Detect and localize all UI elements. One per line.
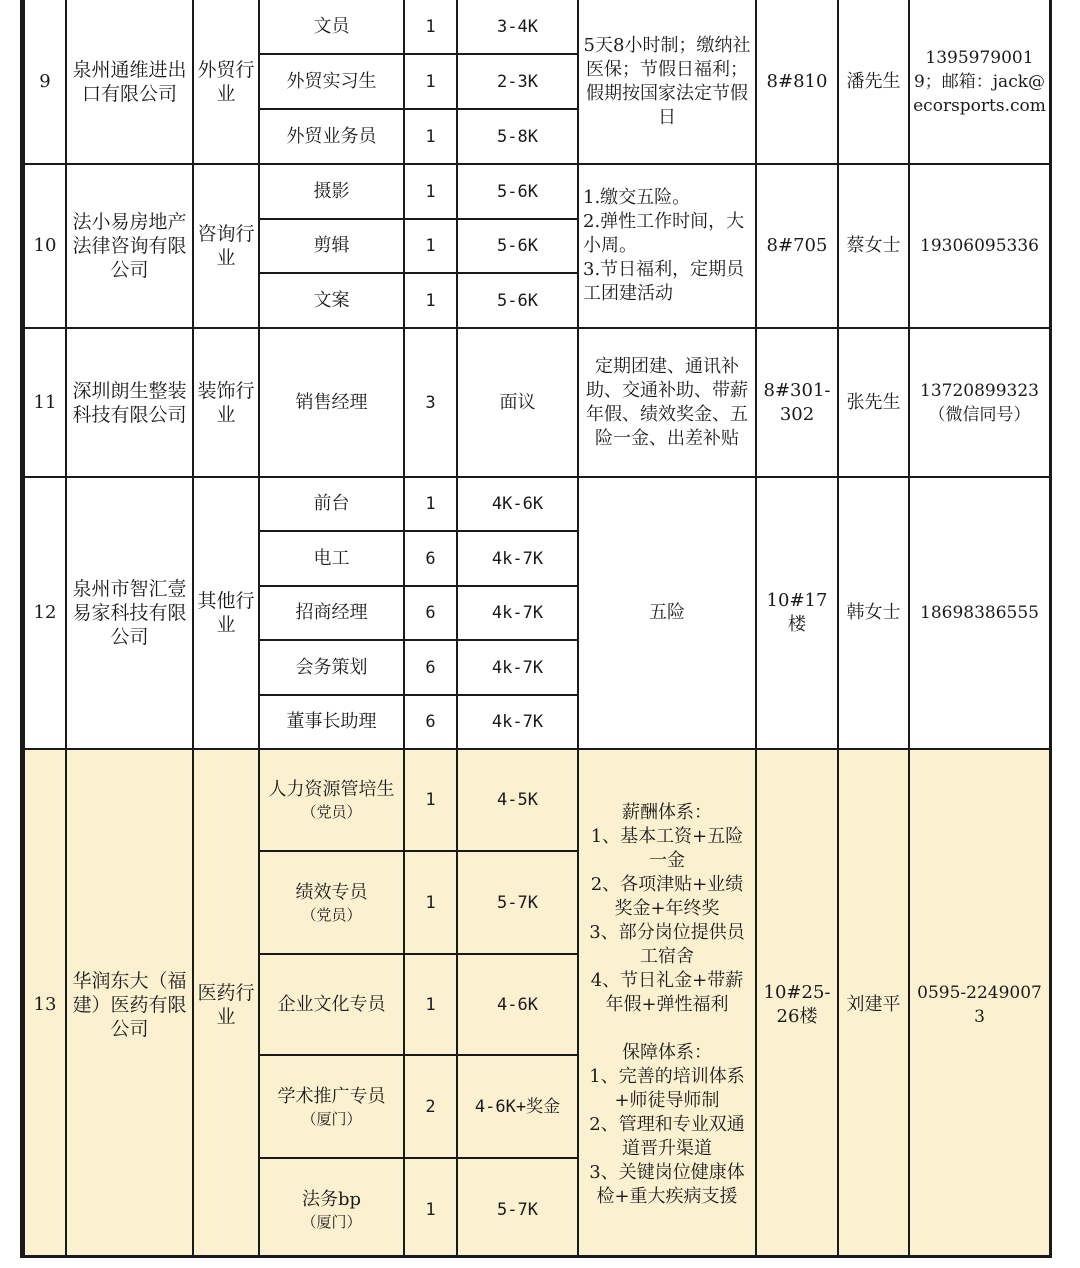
- job-title: 销售经理: [259, 328, 404, 477]
- job-count: 3: [404, 328, 457, 477]
- company-name: 华润东大（福建）医药有限公司: [66, 749, 193, 1258]
- job-title: 招商经理: [259, 586, 404, 640]
- benefit-line: 2、管理和专业双通道晋升渠道: [589, 1114, 745, 1159]
- company-name: 泉州通维进出口有限公司: [66, 0, 193, 164]
- job-title-text: 法务bp: [301, 1188, 362, 1210]
- job-salary: 4-6K+奖金: [457, 1055, 578, 1158]
- job-salary: 4-5K: [457, 749, 578, 851]
- job-salary: 5-7K: [457, 851, 578, 954]
- benefit-line: 2.弹性工作时间，大小周。: [583, 211, 745, 256]
- job-title: 电工: [259, 531, 404, 586]
- job-title: [259, 1055, 404, 1158]
- table-row: [24, 328, 1050, 477]
- job-fair-table: [23, 0, 1051, 1258]
- job-title: [259, 851, 404, 954]
- industry: 其他行业: [193, 477, 259, 749]
- job-title: 会务策划: [259, 640, 404, 695]
- job-title: 企业文化专员: [259, 954, 404, 1055]
- job-salary: 5-8K: [457, 109, 578, 164]
- job-title-text: 学术推广专员: [277, 1085, 386, 1107]
- table-row: [24, 0, 1050, 54]
- industry: 装饰行业: [193, 328, 259, 477]
- table-row: [24, 477, 1050, 531]
- job-count: 1: [404, 851, 457, 954]
- job-title: 外贸业务员: [259, 109, 404, 164]
- job-title-text: 绩效专员: [295, 881, 368, 903]
- job-title: 前台: [259, 477, 404, 531]
- contact-info: 18698386555: [909, 477, 1050, 749]
- job-count: 1: [404, 1158, 457, 1258]
- job-title-note: （厦门）: [301, 1212, 362, 1231]
- benefits: [578, 164, 756, 328]
- job-salary: 4k-7K: [457, 640, 578, 695]
- benefits: 定期团建、通讯补助、交通补助、带薪年假、绩效奖金、五险一金、出差补贴: [578, 328, 756, 477]
- job-title: [259, 1158, 404, 1258]
- benefit-line: 1、基本工资+五险一金: [590, 826, 744, 871]
- benefit-line: 薪酬体系：: [622, 802, 712, 823]
- job-count: 6: [404, 586, 457, 640]
- benefit-spacer: [583, 1017, 751, 1041]
- benefit-line: 4、节日礼金+带薪年假+弹性福利: [590, 970, 744, 1015]
- job-salary: 4k-7K: [457, 586, 578, 640]
- job-salary: 4k-7K: [457, 531, 578, 586]
- benefits: 五险: [578, 477, 756, 749]
- contact-person: 蔡女士: [838, 164, 909, 328]
- job-count: 1: [404, 273, 457, 328]
- benefit-line: 保障体系：: [622, 1042, 712, 1063]
- benefit-line: 1.缴交五险。: [583, 187, 691, 208]
- contact-person: 张先生: [838, 328, 909, 477]
- contact-person: 刘建平: [838, 749, 909, 1258]
- job-title: [259, 749, 404, 851]
- job-salary: 4K-6K: [457, 477, 578, 531]
- benefit-line: 1、完善的培训体系+师徒导师制: [589, 1066, 745, 1111]
- job-count: 6: [404, 695, 457, 749]
- job-count: 6: [404, 640, 457, 695]
- job-salary: 2-3K: [457, 54, 578, 109]
- job-salary: 5-7K: [457, 1158, 578, 1258]
- job-title: 摄影: [259, 164, 404, 219]
- job-count: 1: [404, 749, 457, 851]
- job-title: 文员: [259, 0, 404, 54]
- job-title: 外贸实习生: [259, 54, 404, 109]
- industry: 外贸行业: [193, 0, 259, 164]
- job-salary: 5-6K: [457, 219, 578, 273]
- row-number: 13: [24, 749, 66, 1258]
- job-salary: 5-6K: [457, 273, 578, 328]
- contact-info: 19306095336: [909, 164, 1050, 328]
- job-salary: 3-4K: [457, 0, 578, 54]
- booth: 8#301-302: [756, 328, 838, 477]
- benefits: 5天8小时制；缴纳社医保；节假日福利；假期按国家法定节假日: [578, 0, 756, 164]
- contact-person: 韩女士: [838, 477, 909, 749]
- job-title: 董事长助理: [259, 695, 404, 749]
- company-name: 深圳朗生整装科技有限公司: [66, 328, 193, 477]
- job-salary: 4-6K: [457, 954, 578, 1055]
- job-title-note: （厦门）: [301, 1109, 362, 1128]
- job-count: 1: [404, 477, 457, 531]
- row-number: 11: [24, 328, 66, 477]
- job-count: 1: [404, 954, 457, 1055]
- row-number: 9: [24, 0, 66, 164]
- row-number: 12: [24, 477, 66, 749]
- job-count: 1: [404, 54, 457, 109]
- booth: 8#810: [756, 0, 838, 164]
- job-salary: 面议: [457, 328, 578, 477]
- booth: 8#705: [756, 164, 838, 328]
- benefit-line: 3.节日福利，定期员工团建活动: [583, 259, 745, 304]
- benefit-line: 2、各项津贴+业绩奖金+年终奖: [590, 874, 744, 919]
- job-count: 1: [404, 219, 457, 273]
- row-number: 10: [24, 164, 66, 328]
- contact-info: 13720899323（微信同号）: [909, 328, 1050, 477]
- benefit-line: 3、关键岗位健康体检+重大疾病支援: [589, 1162, 745, 1207]
- table-row: [24, 164, 1050, 219]
- benefit-line: 3、部分岗位提供员工宿舍: [589, 922, 745, 967]
- company-name: 法小易房地产法律咨询有限公司: [66, 164, 193, 328]
- job-count: 6: [404, 531, 457, 586]
- industry: 咨询行业: [193, 164, 259, 328]
- contact-person: 潘先生: [838, 0, 909, 164]
- job-title-note: （党员）: [301, 905, 362, 924]
- industry: 医药行业: [193, 749, 259, 1258]
- company-name: 泉州市智汇壹易家科技有限公司: [66, 477, 193, 749]
- job-count: 1: [404, 164, 457, 219]
- contact-info: 13959790019；邮箱：jack@ecorsports.com: [909, 0, 1050, 164]
- job-title-note: （党员）: [301, 803, 362, 821]
- job-fair-table-sheet: [20, 0, 1052, 1258]
- job-title: 文案: [259, 273, 404, 328]
- job-count: 1: [404, 109, 457, 164]
- job-title-text: 人力资源管培生: [268, 779, 395, 800]
- job-count: 1: [404, 0, 457, 54]
- booth: 10#25-26楼: [756, 749, 838, 1258]
- job-title: 剪辑: [259, 219, 404, 273]
- job-count: 2: [404, 1055, 457, 1158]
- booth: 10#17楼: [756, 477, 838, 749]
- contact-info: 0595-22490073: [909, 749, 1050, 1258]
- job-salary: 4k-7K: [457, 695, 578, 749]
- job-salary: 5-6K: [457, 164, 578, 219]
- benefits: [578, 749, 756, 1258]
- table-row: [24, 749, 1050, 851]
